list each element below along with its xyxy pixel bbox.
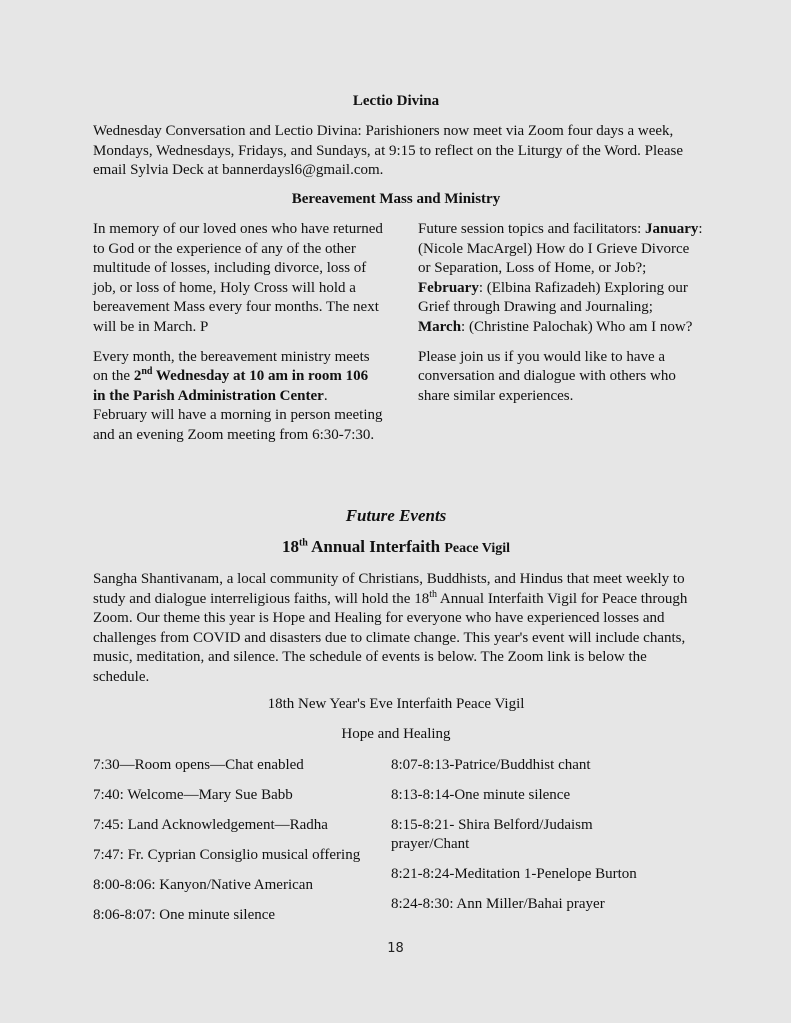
schedule-item: 8:07-8:13-Patrice/Buddhist chant (391, 757, 591, 773)
lectio-divina-body: Wednesday Conversation and Lectio Divina: Parishioners now meet via Zoom four days a week, Mondays, Wednesdays, Fridays, and Sundays, at 9:15 to reflect on the Liturgy of the Word. Please email Sylvia Deck at bannerdaysl6@gmail.com. (93, 123, 683, 179)
vigil-heading-sup: th (298, 537, 308, 549)
ministry-location: Wednesday at 10 am in room 106 in the Parish Administration Center (93, 368, 369, 404)
bereavement-heading: Bereavement Mass and Ministry (291, 191, 501, 207)
march-topic: : (Christine Palochak) Who am I now? (461, 318, 693, 335)
schedule-item: 8:06-8:07: One minute silence (93, 907, 276, 923)
vigil-description-sup: th (429, 588, 437, 600)
bereavement-ministry-paragraph (93, 348, 383, 446)
january-label: January (645, 221, 699, 237)
vigil-heading-small: Peace Vigil (444, 541, 511, 556)
page-number: 18 (387, 941, 404, 956)
ministry-day-sup: nd (141, 366, 153, 378)
february-topic: : (Elbina Rafizadeh) Exploring our Grief through Drawing and Journaling; (418, 279, 688, 316)
vigil-description (93, 570, 699, 688)
january-topic: : (Nicole MacArgel) How do I Grieve Divorce or Separation, Loss of Home, or Job?; (418, 221, 703, 277)
schedule-item: 8:15-8:21- Shira Belford/Judaism prayer/Chant (391, 817, 593, 852)
schedule-right-column (391, 756, 691, 925)
schedule-item: 7:30—Room opens—Chat enabled (93, 757, 304, 773)
join-us-paragraph: Please join us if you would like to have a conversation and dialogue with others who share similar experiences. (418, 348, 676, 404)
schedule-item: 7:45: Land Acknowledgement—Radha (93, 817, 328, 833)
future-events-heading: Future Events (345, 506, 447, 525)
vigil-description-pre: Sangha Shantivanam, a local community of Christians, Buddhists, and Hindus that meet weekly to study and dialogue interreligious faiths, will hold the 18 (93, 571, 685, 607)
ministry-day-num: 2 (133, 368, 142, 385)
session-topics-paragraph (418, 220, 703, 338)
bereavement-left-column (93, 220, 383, 446)
schedule-item: 8:00-8:06: Kanyon/Native American (93, 877, 313, 893)
lectio-divina-heading: Lectio Divina (352, 93, 440, 109)
topics-intro: Future session topics and facilitators: (418, 221, 646, 237)
ministry-text-post: . February will have a morning in person meeting and an evening Zoom meeting from 6:30-7:30. (93, 387, 383, 443)
schedule-title: 18th New Year's Eve Interfaith Peace Vigil (267, 696, 525, 712)
schedule-item: 8:24-8:30: Ann Miller/Bahai prayer (391, 896, 605, 912)
vigil-heading-main: Annual Interfaith (307, 537, 445, 556)
march-label: March (418, 318, 462, 335)
ministry-text-pre: Every month, the bereavement ministry meets on the (93, 348, 370, 385)
vigil-heading (93, 537, 699, 557)
vigil-description-post: Annual Interfaith Vigil for Peace through Zoom. Our theme this year is Hope and Healing for everyone who have experienced losses and challenges from COVID and disasters due to climate change. This year's event will include chants, music, meditation, and silence. The schedule of events is below. The Zoom link is below the schedule. (93, 590, 688, 685)
bereavement-right-column (418, 220, 703, 406)
february-label: February (418, 279, 479, 296)
schedule-left-column (93, 756, 393, 936)
schedule-item: 7:40: Welcome—Mary Sue Babb (93, 787, 293, 803)
schedule-item: 8:21-8:24-Meditation 1-Penelope Burton (391, 866, 637, 882)
bereavement-mass-paragraph: In memory of our loved ones who have returned to God or the experience of any of the other multitude of losses, including divorce, loss of job, or loss of home, Holy Cross will hold a bereavement Mass every four months. The next will be in March. P (93, 221, 383, 335)
schedule-item: 7:47: Fr. Cyprian Consiglio musical offering (93, 847, 361, 863)
schedule-item: 8:13-8:14-One minute silence (391, 787, 571, 803)
schedule-subtitle: Hope and Healing (341, 726, 451, 742)
vigil-heading-num: 18 (281, 537, 299, 556)
